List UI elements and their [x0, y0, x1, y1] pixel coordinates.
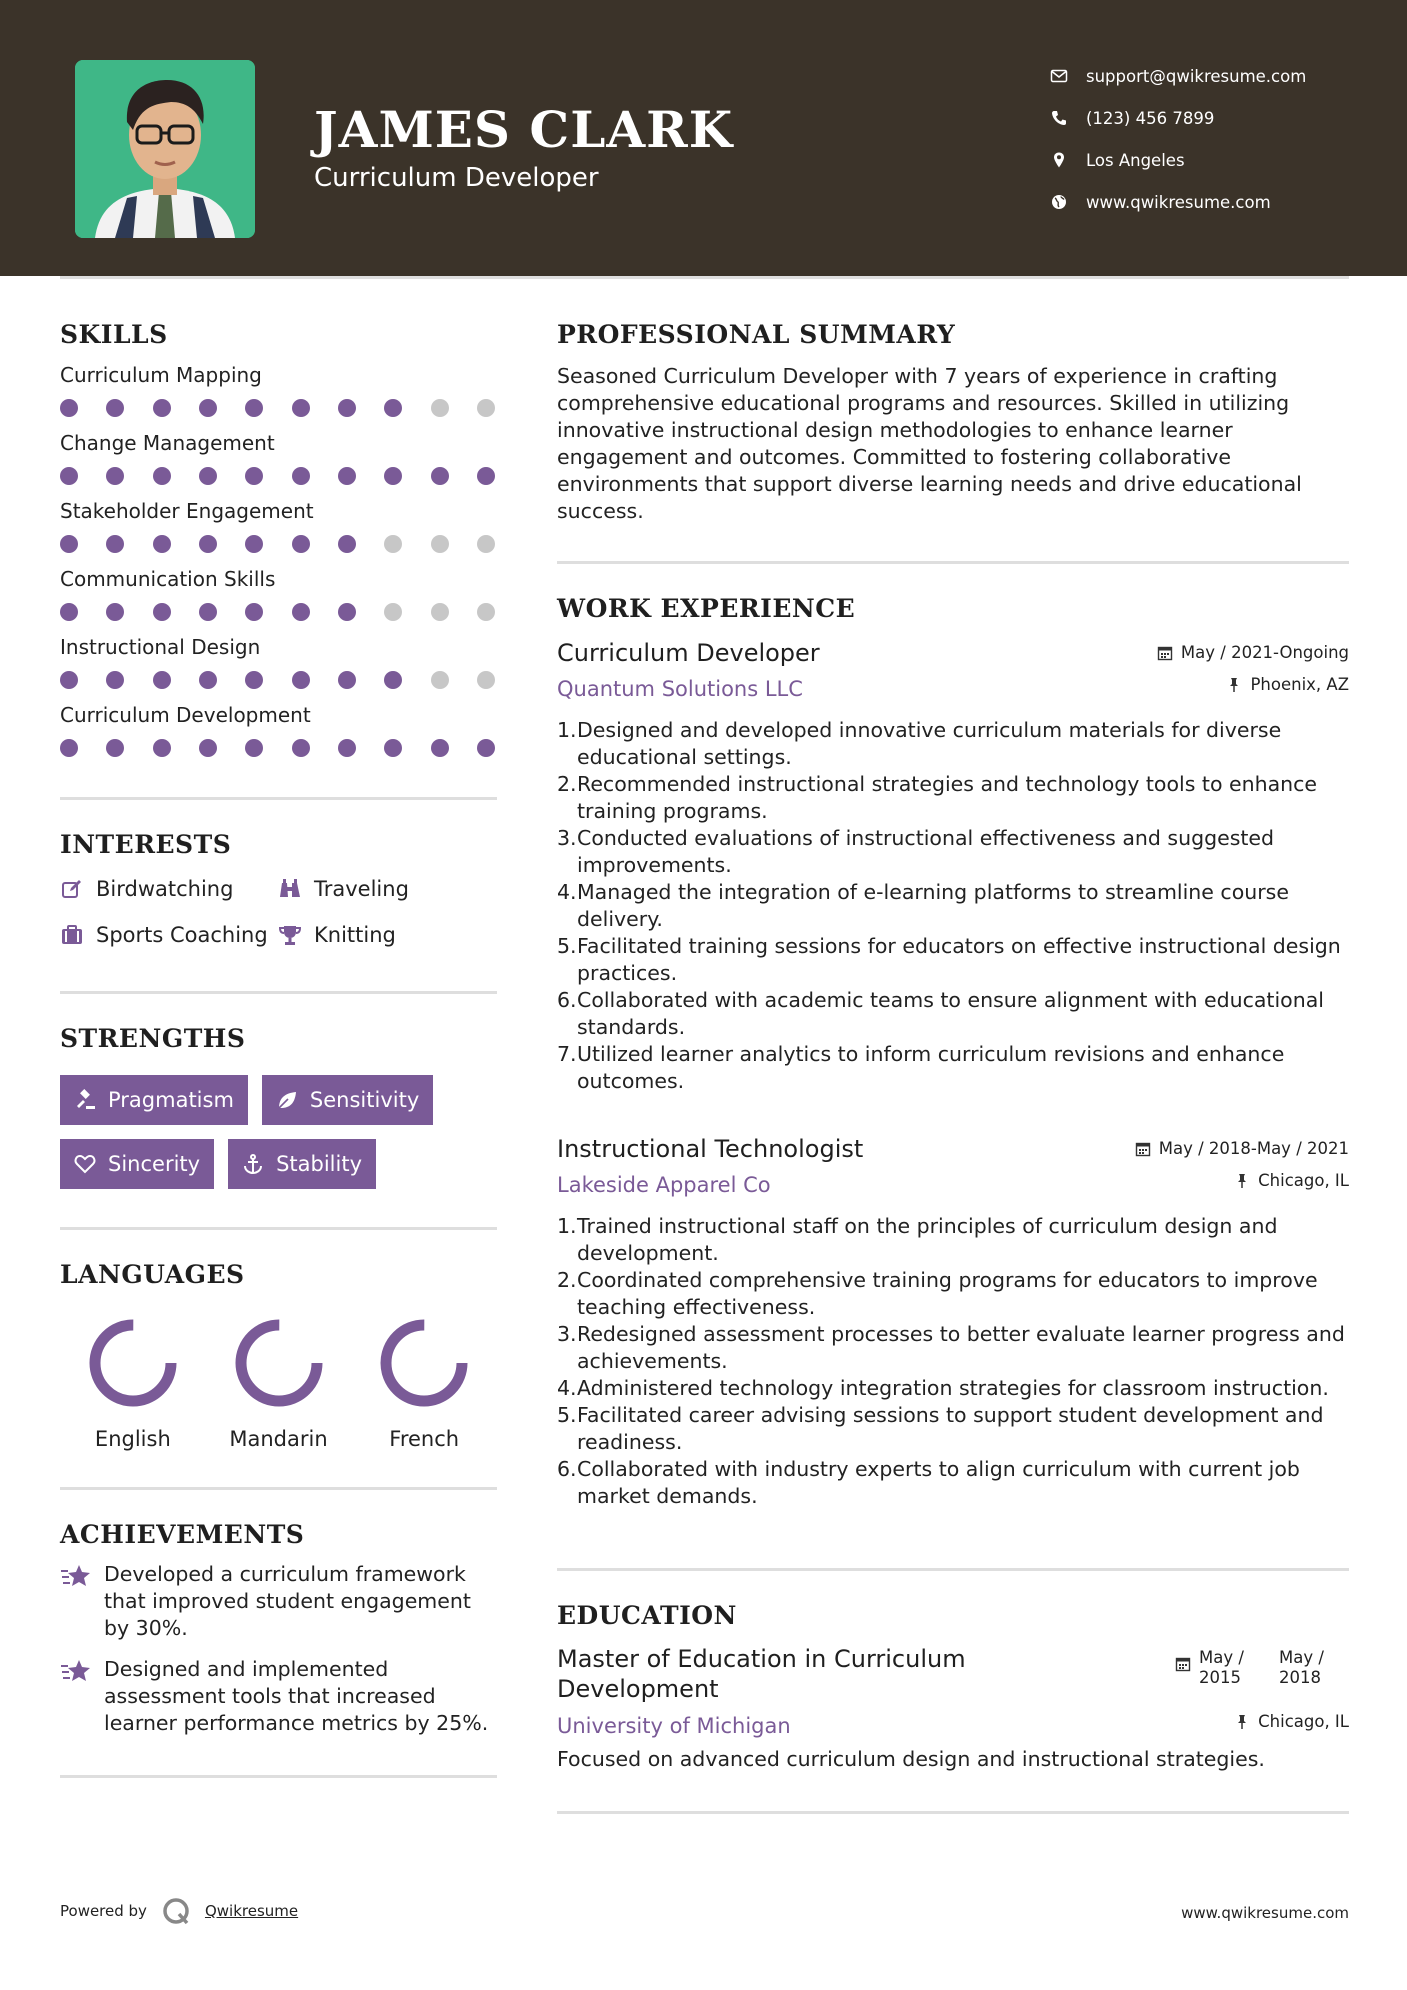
rating-dot — [106, 399, 124, 417]
contact-phone[interactable] — [1050, 97, 1380, 139]
calendar-icon — [1135, 1141, 1151, 1157]
job-bullet — [557, 717, 1349, 771]
contact-email[interactable] — [1050, 55, 1380, 97]
education-end: May / 2018 — [1279, 1648, 1324, 1687]
skill-rating — [60, 535, 497, 553]
language-item — [60, 1315, 206, 1451]
rating-dot — [338, 535, 356, 553]
bullet-number: 1. — [557, 1214, 577, 1238]
rating-dot — [477, 399, 495, 417]
skills-title: SKILLS — [60, 320, 168, 349]
rating-dot — [106, 671, 124, 689]
rating-dot — [431, 467, 449, 485]
bullet-number: 2. — [557, 772, 577, 796]
envelope-icon — [1050, 67, 1068, 85]
job-title: Curriculum Developer — [557, 639, 820, 667]
interest-item — [278, 877, 478, 901]
bullet-number: 1. — [557, 718, 577, 742]
rating-dot — [199, 671, 217, 689]
rating-dot — [60, 603, 78, 621]
rating-dot — [199, 399, 217, 417]
job-bullet — [557, 825, 1349, 879]
job-bullet — [557, 1456, 1349, 1510]
rating-dot — [384, 671, 402, 689]
strength-chip — [262, 1075, 433, 1125]
job-location — [1226, 675, 1349, 694]
skill-rating — [60, 671, 497, 689]
resume-header — [0, 0, 1407, 276]
language-progress-ring — [231, 1315, 327, 1411]
strength-label: Sensitivity — [309, 1088, 420, 1112]
job-company: Quantum Solutions LLC — [557, 677, 803, 701]
language-label: Mandarin — [229, 1427, 328, 1451]
rating-dot — [153, 603, 171, 621]
bullet-text: Trained instructional staff on the principles of curriculum design and development. — [577, 1214, 1278, 1265]
rating-dot — [384, 739, 402, 757]
contact-website-text: www.qwikresume.com — [1086, 192, 1271, 212]
education-dates — [1175, 1648, 1349, 1688]
interest-label: Traveling — [314, 877, 409, 901]
rating-dot — [292, 671, 310, 689]
language-item — [351, 1315, 497, 1451]
bullet-number: 2. — [557, 1268, 577, 1292]
rating-dot — [431, 739, 449, 757]
bullet-text: Designed and developed innovative curriculum materials for diverse educational settings. — [577, 718, 1282, 769]
section-divider — [60, 797, 497, 800]
job-bullet — [557, 879, 1349, 933]
bullet-number: 4. — [557, 1376, 577, 1400]
interest-label: Birdwatching — [96, 877, 234, 901]
bullet-text: Coordinated comprehensive training programs for educators to improve teaching effectiveness. — [577, 1268, 1318, 1319]
job-bullet — [557, 1267, 1349, 1321]
skill-rating — [60, 603, 497, 621]
job-bullet — [557, 987, 1349, 1041]
rating-dot — [384, 467, 402, 485]
job-location-text: Chicago, IL — [1258, 1171, 1349, 1190]
education-school: University of Michigan — [557, 1714, 791, 1738]
bullet-number: 6. — [557, 1457, 577, 1481]
rating-dot — [477, 467, 495, 485]
rating-dot — [153, 671, 171, 689]
rating-dot — [477, 535, 495, 553]
experience-title: WORK EXPERIENCE — [557, 594, 856, 623]
strength-label: Sincerity — [108, 1152, 201, 1176]
anchor-icon — [242, 1153, 264, 1175]
brand-link[interactable]: Qwikresume — [204, 1902, 299, 1920]
job-date — [1157, 643, 1349, 662]
rating-dot — [384, 535, 402, 553]
rating-dot — [106, 467, 124, 485]
rating-dot — [245, 671, 263, 689]
skills-section — [60, 320, 497, 757]
job-company: Lakeside Apparel Co — [557, 1173, 771, 1197]
job-bullet — [557, 1402, 1349, 1456]
skill-name: Instructional Design — [60, 635, 261, 659]
bullet-text: Conducted evaluations of instructional effectiveness and suggested improvements. — [577, 826, 1275, 877]
qwikresume-logo-icon — [161, 1896, 191, 1926]
experience-section — [557, 594, 1349, 1510]
skills-list — [60, 363, 497, 757]
contact-location-text: Los Angeles — [1086, 150, 1185, 170]
job-entry — [557, 639, 1349, 1095]
job-bullet — [557, 1321, 1349, 1375]
footer-powered — [60, 1896, 298, 1926]
languages-list — [60, 1315, 497, 1451]
interests-title: INTERESTS — [60, 830, 232, 859]
language-label: English — [94, 1427, 171, 1451]
rating-dot — [292, 535, 310, 553]
job-bullets — [557, 1213, 1349, 1510]
languages-section — [60, 1260, 497, 1451]
bullet-number: 7. — [557, 1042, 577, 1066]
interest-item — [60, 877, 278, 901]
bullet-number: 5. — [557, 1403, 577, 1427]
bullet-text: Recommended instructional strategies and technology tools to enhance training programs. — [577, 772, 1318, 823]
rating-dot — [338, 739, 356, 757]
achievements-section — [60, 1520, 497, 1737]
education-entry — [557, 1644, 1349, 1773]
rating-dot — [199, 603, 217, 621]
language-progress-arc — [95, 1325, 171, 1401]
heart-icon — [74, 1153, 96, 1175]
rating-dot — [106, 739, 124, 757]
language-progress-ring — [376, 1315, 472, 1411]
contact-phone-text: (123) 456 7899 — [1086, 108, 1215, 128]
interests-section — [60, 830, 497, 947]
rating-dot — [384, 399, 402, 417]
briefcase-icon — [60, 923, 84, 947]
interest-label: Sports Coaching — [96, 923, 268, 947]
achievement-text: Developed a curriculum framework that improved student engagement by 30%. — [104, 1562, 471, 1640]
job-bullet — [557, 933, 1349, 987]
job-date — [1135, 1139, 1349, 1158]
job-bullets — [557, 717, 1349, 1095]
education-degree: Master of Education in Curriculum Development — [557, 1645, 966, 1703]
rating-dot — [199, 739, 217, 757]
rating-dot — [431, 603, 449, 621]
rating-dot — [338, 467, 356, 485]
rating-dot — [384, 603, 402, 621]
rating-dot — [477, 739, 495, 757]
rating-dot — [106, 535, 124, 553]
trophy-icon — [278, 923, 302, 947]
job-bullet — [557, 1213, 1349, 1267]
rating-dot — [245, 535, 263, 553]
education-description: Focused on advanced curriculum design and instructional strategies. — [557, 1747, 1265, 1771]
education-location — [1234, 1712, 1349, 1731]
contact-location — [1050, 139, 1380, 181]
binoculars-icon — [278, 877, 302, 901]
strength-chip — [228, 1139, 376, 1189]
rating-dot — [292, 603, 310, 621]
contact-email-text: support@qwikresume.com — [1086, 66, 1307, 86]
section-divider — [557, 1811, 1349, 1814]
calendar-icon — [1175, 1656, 1191, 1672]
pencil-icon — [60, 877, 84, 901]
skill-rating — [60, 739, 497, 757]
calendar-icon — [1157, 645, 1173, 661]
skill-rating — [60, 467, 497, 485]
strength-chip — [60, 1139, 214, 1189]
leaf-icon — [276, 1089, 298, 1111]
summary-section — [557, 320, 1349, 525]
rating-dot — [477, 671, 495, 689]
strength-chip — [60, 1075, 248, 1125]
rating-dot — [477, 603, 495, 621]
profile-photo — [75, 60, 255, 238]
rating-dot — [292, 399, 310, 417]
bullet-text: Administered technology integration strategies for classroom instruction. — [577, 1376, 1329, 1400]
left-column — [60, 320, 497, 1778]
language-label: French — [389, 1427, 460, 1451]
header-divider — [60, 276, 1349, 279]
job-entry — [557, 1135, 1349, 1510]
achievement-item — [60, 1561, 497, 1642]
skill-rating — [60, 399, 497, 417]
job-date-text: May / 2021-Ongoing — [1180, 643, 1349, 662]
rating-dot — [245, 467, 263, 485]
achievement-text: Designed and implemented assessment tools that increased learner performance metrics by 25%. — [104, 1657, 489, 1735]
avatar — [75, 60, 255, 238]
job-location — [1234, 1171, 1349, 1190]
summary-title: PROFESSIONAL SUMMARY — [557, 320, 956, 349]
achievement-item — [60, 1656, 497, 1737]
rating-dot — [245, 399, 263, 417]
strengths-list — [60, 1075, 497, 1189]
bullet-number: 3. — [557, 826, 577, 850]
summary-text: Seasoned Curriculum Developer with 7 years of experience in crafting comprehensive educational programs and resources. Skilled in utilizing innovative instructional design methodologies to enhance learner engagement and outcomes. Committed to fostering collaborative environments that support diverse learning needs and drive educational success. — [557, 364, 1302, 523]
section-divider — [557, 1568, 1349, 1571]
job-bullet — [557, 771, 1349, 825]
rating-dot — [153, 467, 171, 485]
pushpin-icon — [1234, 1714, 1250, 1730]
achievements-title: ACHIEVEMENTS — [60, 1520, 305, 1549]
rating-dot — [292, 739, 310, 757]
bullet-text: Facilitated career advising sessions to support student development and readiness. — [577, 1403, 1324, 1454]
job-bullet — [557, 1375, 1349, 1402]
contact-website[interactable] — [1050, 181, 1380, 223]
rating-dot — [60, 399, 78, 417]
rating-dot — [292, 467, 310, 485]
section-divider — [60, 1775, 497, 1778]
section-divider — [60, 1227, 497, 1230]
bullet-number: 3. — [557, 1322, 577, 1346]
candidate-role: Curriculum Developer — [314, 163, 599, 193]
job-location-text: Phoenix, AZ — [1250, 675, 1349, 694]
education-section — [557, 1601, 1349, 1773]
rating-dot — [60, 535, 78, 553]
strength-label: Stability — [276, 1152, 363, 1176]
gavel-icon — [74, 1089, 96, 1111]
rating-dot — [245, 603, 263, 621]
language-item — [206, 1315, 352, 1451]
rating-dot — [431, 671, 449, 689]
rating-dot — [153, 739, 171, 757]
bullet-text: Collaborated with industry experts to align curriculum with current job market demands. — [577, 1457, 1300, 1508]
rating-dot — [60, 671, 78, 689]
skill-name: Communication Skills — [60, 567, 276, 591]
location-pin-icon — [1050, 151, 1068, 169]
job-title: Instructional Technologist — [557, 1135, 864, 1163]
rating-dot — [431, 535, 449, 553]
interest-item — [278, 923, 478, 947]
bullet-text: Utilized learner analytics to inform curriculum revisions and enhance outcomes. — [577, 1042, 1285, 1093]
rating-dot — [199, 467, 217, 485]
strength-label: Pragmatism — [108, 1088, 234, 1112]
education-title: EDUCATION — [557, 1601, 737, 1630]
job-date-text: May / 2018-May / 2021 — [1158, 1139, 1349, 1158]
bullet-number: 6. — [557, 988, 577, 1012]
rating-dot — [60, 467, 78, 485]
education-location-text: Chicago, IL — [1258, 1712, 1349, 1731]
job-bullet — [557, 1041, 1349, 1095]
language-progress-arc — [386, 1325, 462, 1401]
section-divider — [60, 991, 497, 994]
interest-item — [60, 923, 278, 947]
bullet-text: Collaborated with academic teams to ensure alignment with educational standards. — [577, 988, 1324, 1039]
contact-list — [1050, 55, 1380, 223]
rating-dot — [60, 739, 78, 757]
rating-dot — [338, 671, 356, 689]
bullet-number: 5. — [557, 934, 577, 958]
section-divider — [557, 561, 1349, 564]
globe-icon — [1050, 193, 1068, 211]
rating-dot — [338, 399, 356, 417]
rating-dot — [245, 739, 263, 757]
section-divider — [60, 1487, 497, 1490]
education-start: May / 2015 — [1199, 1648, 1244, 1687]
rating-dot — [199, 535, 217, 553]
star-icon — [60, 1563, 92, 1589]
skill-name: Curriculum Mapping — [60, 363, 262, 387]
skill-name: Change Management — [60, 431, 275, 455]
interest-label: Knitting — [314, 923, 396, 947]
languages-title: LANGUAGES — [60, 1260, 245, 1289]
interests-list — [60, 877, 497, 947]
phone-icon — [1050, 109, 1068, 127]
right-column — [557, 320, 1349, 1814]
strengths-section — [60, 1024, 497, 1189]
pushpin-icon — [1234, 1173, 1250, 1189]
rating-dot — [106, 603, 124, 621]
skill-name: Stakeholder Engagement — [60, 499, 314, 523]
bullet-number: 4. — [557, 880, 577, 904]
language-progress-arc — [241, 1325, 317, 1401]
star-icon — [60, 1658, 92, 1684]
bullet-text: Managed the integration of e-learning platforms to streamline course delivery. — [577, 880, 1289, 931]
bullet-text: Facilitated training sessions for educators on effective instructional design practices. — [577, 934, 1341, 985]
bullet-text: Redesigned assessment processes to better evaluate learner progress and achievements. — [577, 1322, 1345, 1373]
pushpin-icon — [1226, 677, 1242, 693]
strengths-title: STRENGTHS — [60, 1024, 246, 1053]
powered-by-text: Powered by — [60, 1902, 147, 1920]
rating-dot — [338, 603, 356, 621]
footer-website[interactable]: www.qwikresume.com — [1181, 1904, 1349, 1922]
candidate-name: JAMES CLARK — [314, 100, 734, 159]
rating-dot — [431, 399, 449, 417]
rating-dot — [153, 535, 171, 553]
rating-dot — [153, 399, 171, 417]
language-progress-ring — [85, 1315, 181, 1411]
skill-name: Curriculum Development — [60, 703, 311, 727]
